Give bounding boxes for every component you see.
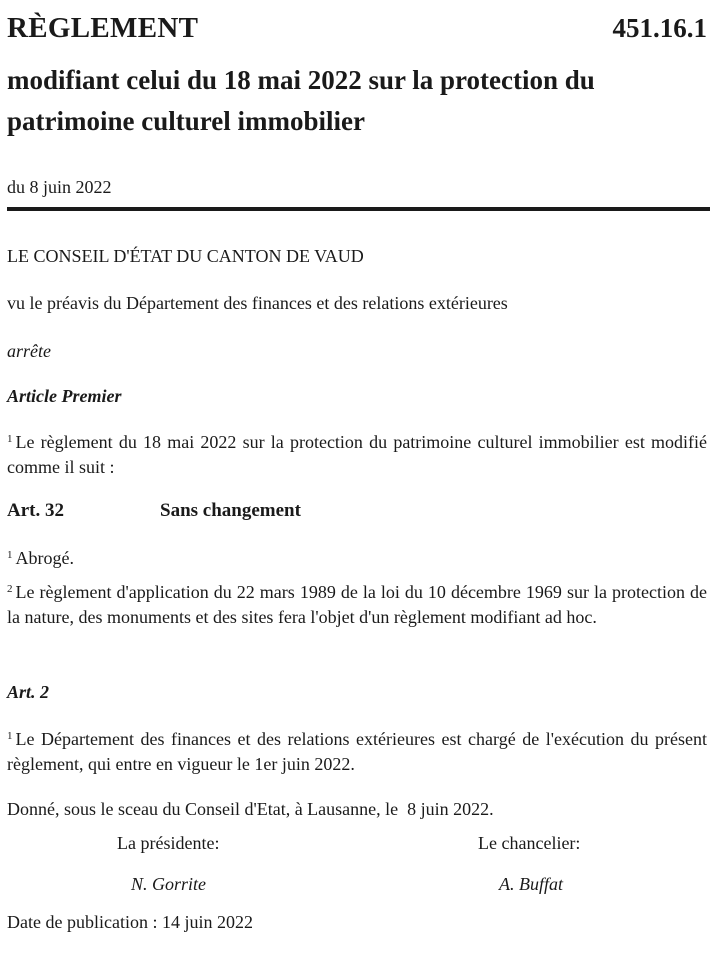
paragraph-text: Le règlement du 18 mai 2022 sur la protection du patrimoine culturel immobilier est modifié comme il suit : <box>7 432 707 477</box>
paragraph-text: Abrogé. <box>15 548 74 568</box>
signature-left-name: N. Gorrite <box>131 874 207 894</box>
paragraph-number: 2 <box>7 583 13 595</box>
art-2-paragraph-1 <box>7 727 707 777</box>
document-page <box>7 0 707 959</box>
paragraph-text: Le Département des finances et des relations extérieures est chargé de l'exécution du présent règlement, qui entre en vigueur le 1er juin 2022. <box>7 729 707 774</box>
document-type: RÈGLEMENT <box>7 12 199 44</box>
signature-left-role: La présidente: <box>117 833 220 853</box>
art-32-heading <box>7 500 301 522</box>
issuing-authority: LE CONSEIL D'ÉTAT DU CANTON DE VAUD <box>7 246 364 266</box>
given-under-seal: Donné, sous le sceau du Conseil d'Etat, à Lausanne, le 8 juin 2022. <box>7 799 494 819</box>
art-32-paragraph-2 <box>7 580 707 630</box>
preamble: vu le préavis du Département des finances et des relations extérieures <box>7 293 508 313</box>
art-2-heading: Art. 2 <box>7 682 50 702</box>
article-premier-paragraph-1 <box>7 430 707 480</box>
publication-date: Date de publication : 14 juin 2022 <box>7 912 253 932</box>
article-premier-heading: Article Premier <box>7 386 122 406</box>
signature-right-name: A. Buffat <box>499 874 563 894</box>
header-divider <box>7 207 710 211</box>
paragraph-number: 1 <box>7 433 13 445</box>
decree-word: arrête <box>7 341 51 361</box>
art-32-number: Art. 32 <box>7 500 64 521</box>
document-header <box>7 12 707 45</box>
art-32-title: Sans changement <box>160 500 301 521</box>
document-title: modifiant celui du 18 mai 2022 sur la protection du patrimoine culturel immobilier <box>7 65 595 136</box>
document-date: du 8 juin 2022 <box>7 177 112 197</box>
document-number: 451.16.1 <box>612 13 707 43</box>
paragraph-text: Le règlement d'application du 22 mars 1989 de la loi du 10 décembre 1969 sur la protection de la nature, des monuments et des sites fera l'objet d'un règlement modifiant ad hoc. <box>7 582 707 627</box>
paragraph-number: 1 <box>7 730 13 742</box>
signature-right-role: Le chancelier: <box>478 833 581 853</box>
paragraph-number: 1 <box>7 549 13 561</box>
art-32-paragraph-1 <box>7 546 707 571</box>
